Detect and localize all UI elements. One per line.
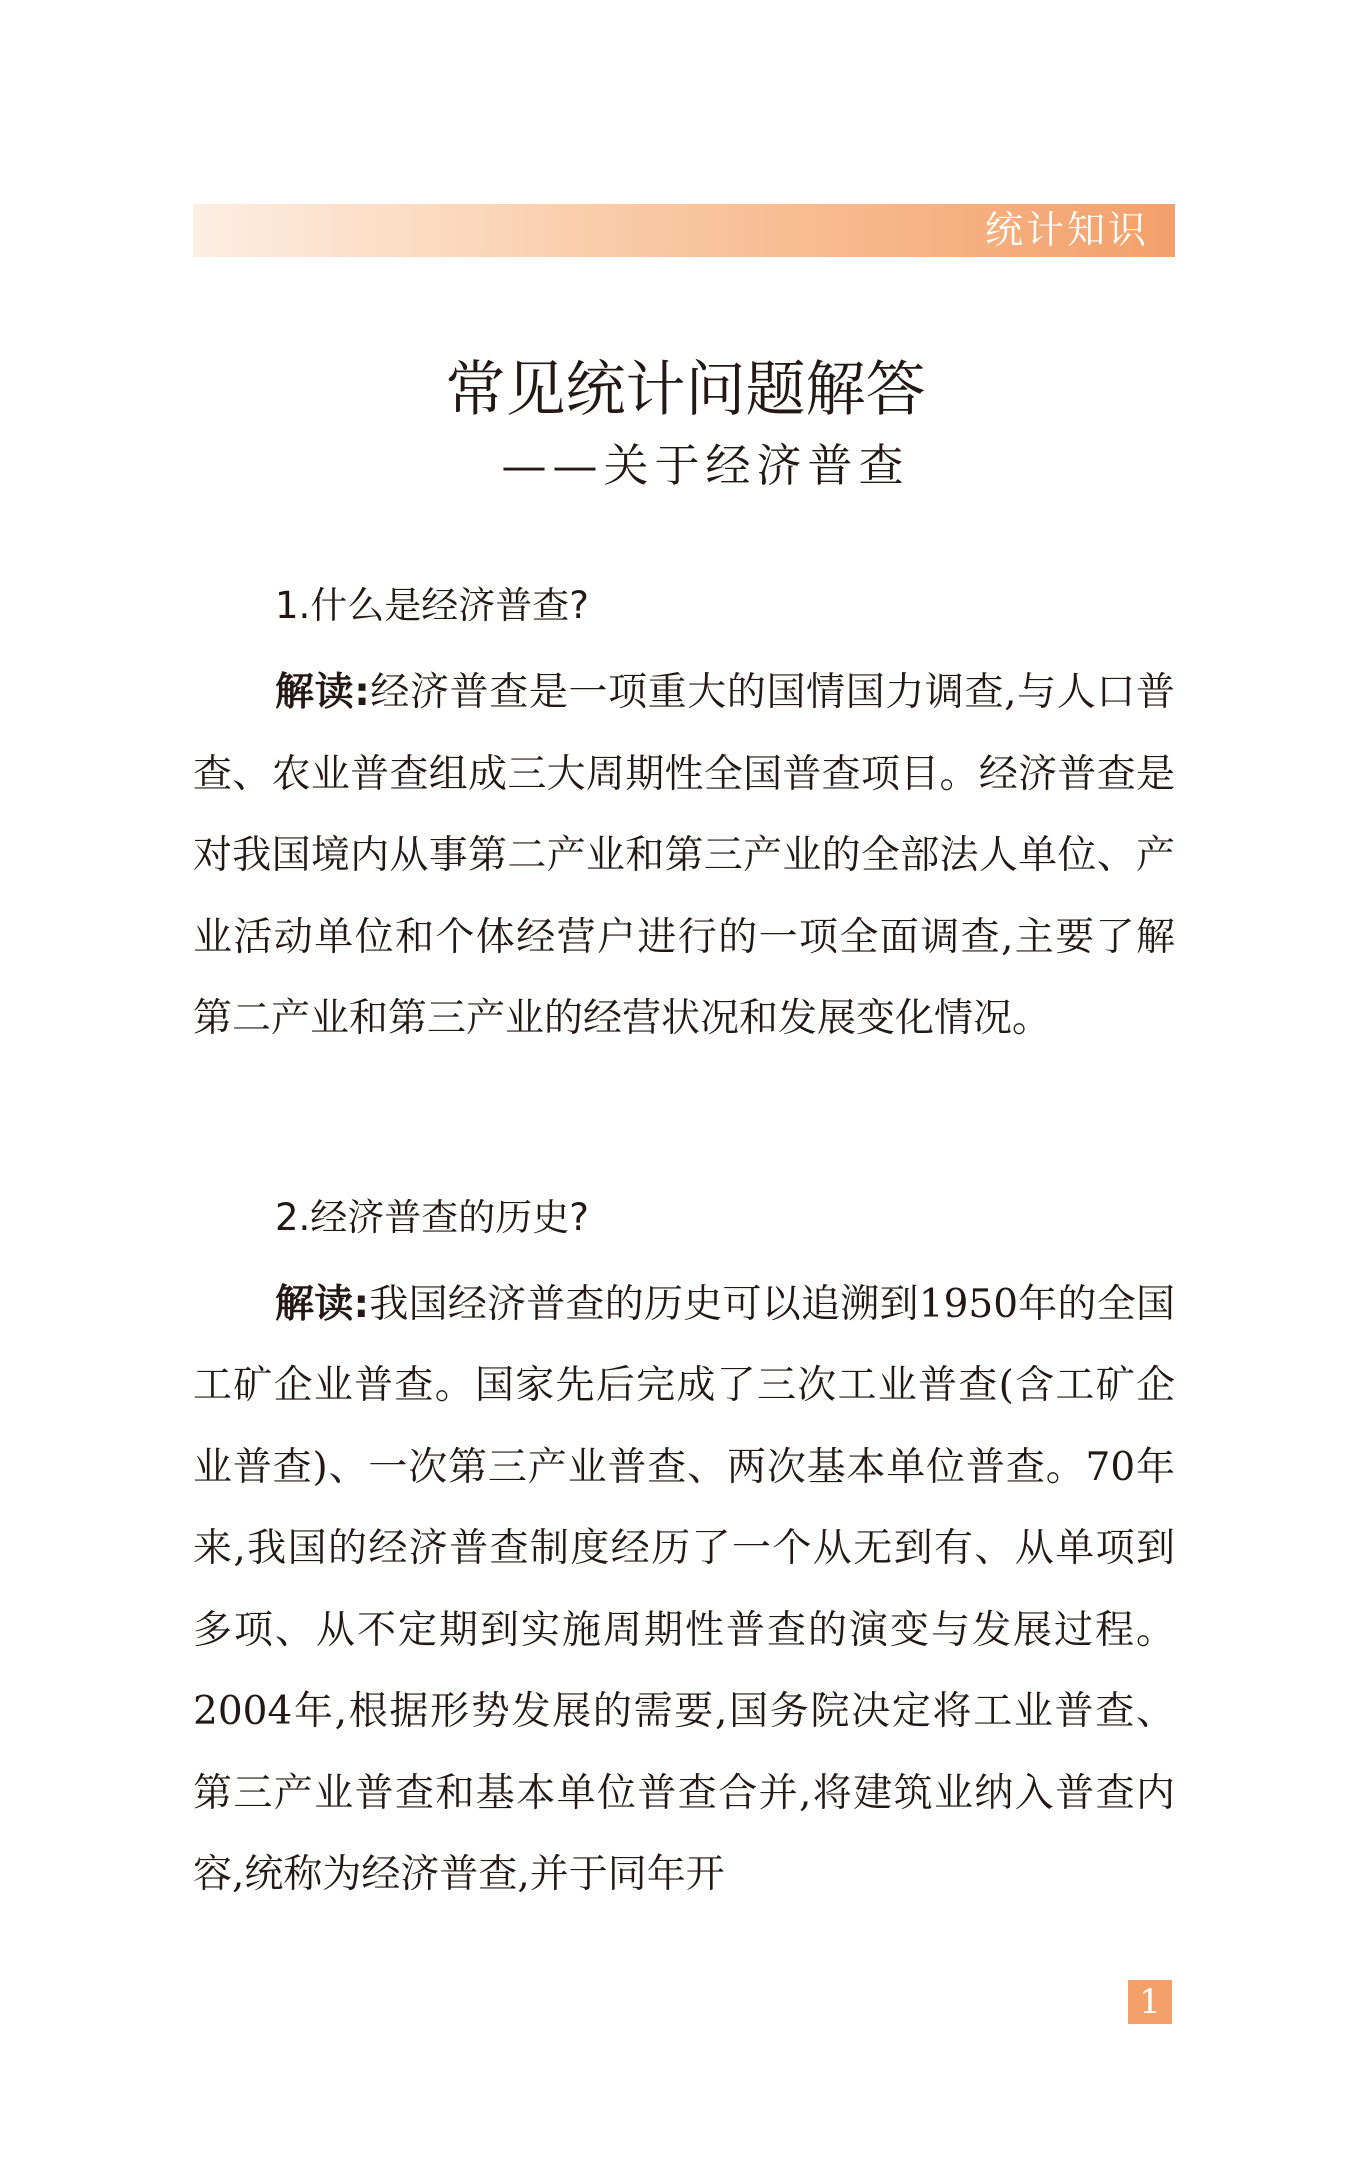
article-body [193,570,1175,1916]
page-subtitle: ——关于经济普查 [501,439,910,492]
section-banner [193,204,1175,257]
answer-text: 经济普查是一项重大的国情国力调查,与人口普查、农业普查组成三大周期性全国普查项目。经济普查是对我国境内从事第二产业和第三产业的全部法人单位、产业活动单位和个体经营户进行的一项全面调查,主要了解第二产业和第三产业的经营状况和发展变化情况。 [193,670,1175,1041]
answer-text: 我国经济普查的历史可以追溯到1950年的全国工矿企业普查。国家先后完成了三次工业普查(含工矿企业普查)、一次第三产业普查、两次基本单位普查。70年来,我国的经济普查制度经历了一个从无到有、从单项到多项、从不定期到实施周期性普查的演变与发展过程。2004年,根据形势发展的需要,国务院决定将工业普查、第三产业普查和基本单位普查合并,将建筑业纳入普查内容,统称为经济普查,并于同年开 [193,1281,1175,1897]
section-label: 统计知识 [984,208,1149,252]
qa-item [193,1182,1175,1916]
question-heading: 1.什么是经济普查? [275,584,589,627]
qa-item [193,570,1175,1060]
question-heading: 2.经济普查的历史? [275,1195,589,1239]
answer-paragraph [193,652,1175,1060]
page-title: 常见统计问题解答 [445,355,926,425]
answer-label: 解读: [275,1281,370,1327]
page-number: 1 [1128,1980,1172,2024]
answer-label: 解读: [275,670,370,715]
answer-paragraph [193,1264,1175,1916]
